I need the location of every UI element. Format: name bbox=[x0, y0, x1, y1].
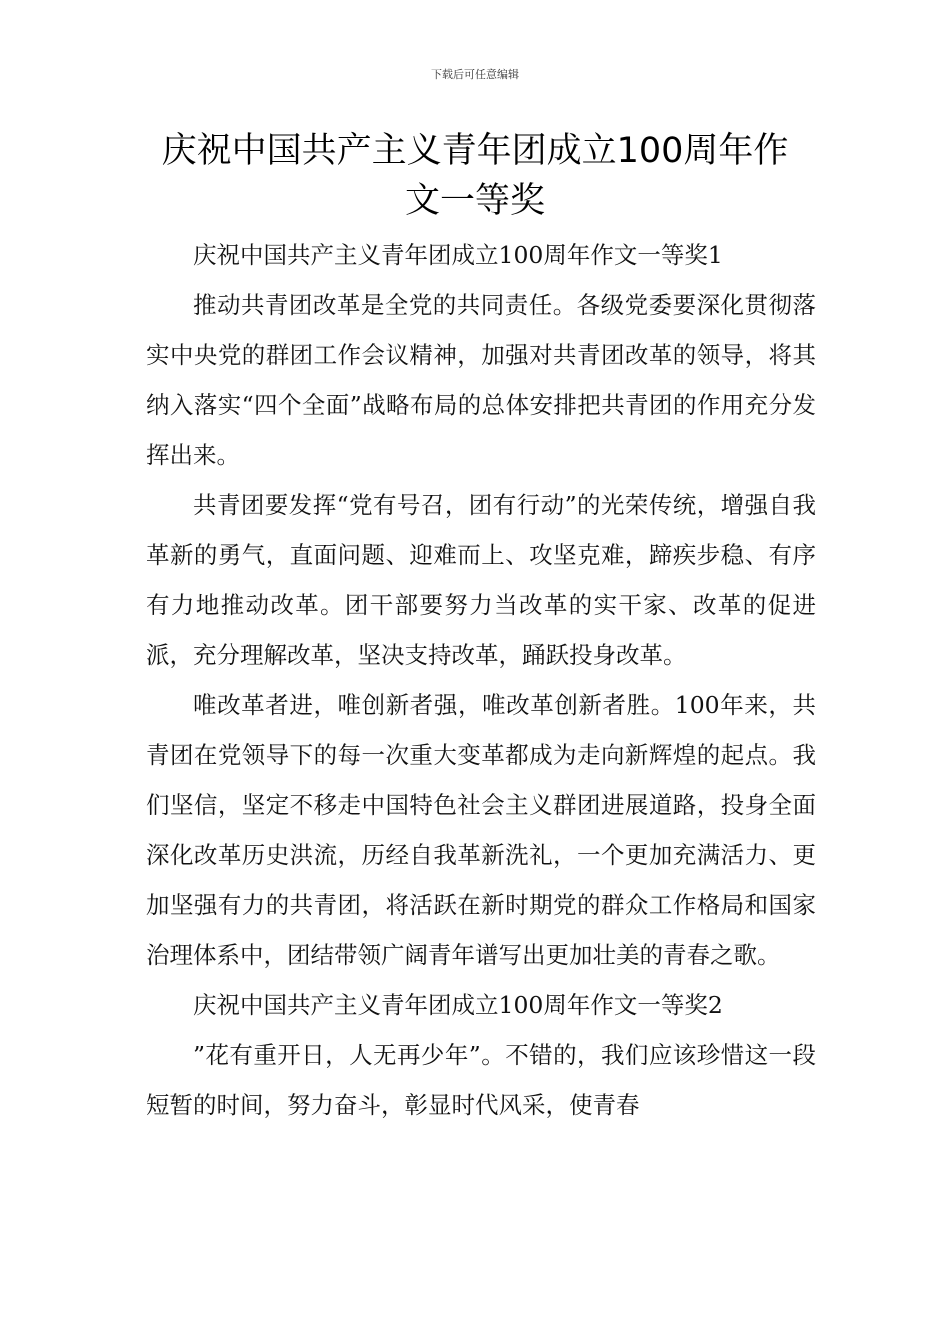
section-heading-1: 庆祝中国共产主义青年团成立100周年作文一等奖1 bbox=[193, 241, 723, 269]
paragraph: 唯改革者进，唯创新者强，唯改革创新者胜。100年来，共青团在党领导下的每一次重大变革都成为走向新辉煌的起点。我们坚信，坚定不移走中国特色社会主义群团进展道路，投身全面深化改革历史洪流，历经自我革新洗礼，一个更加充满活力、更加坚强有力的共青团，将活跃在新时期党的群众工作格局和国家治理体系中，团结带领广阔青年谱写出更加壮美的青春之歌。 bbox=[146, 691, 816, 969]
paragraph: ”花有重开日，人无再少年”。不错的，我们应该珍惜这一段短暂的时间，努力奋斗，彰显时代风采，使青春 bbox=[146, 1041, 816, 1119]
section-heading-2: 庆祝中国共产主义青年团成立100周年作文一等奖2 bbox=[193, 991, 723, 1019]
document-title bbox=[120, 126, 830, 226]
paragraph: 共青团要发挥“党有号召，团有行动”的光荣传统，增强自我革新的勇气，直面问题、迎难而上、攻坚克难，蹄疾步稳、有序有力地推动改革。团干部要努力当改革的实干家、改革的促进派，充分理解改革，坚决支持改革，踊跃投身改革。 bbox=[146, 491, 816, 669]
document-body bbox=[146, 230, 816, 1130]
header-note: 下载后可任意编辑 bbox=[431, 68, 519, 81]
paragraph: 推动共青团改革是全党的共同责任。各级党委要深化贯彻落实中央党的群团工作会议精神，加强对共青团改革的领导，将其纳入落实“四个全面”战略布局的总体安排把共青团的作用充分发挥出来。 bbox=[146, 291, 816, 469]
title-line-1: 庆祝中国共产主义青年团成立100周年作 bbox=[161, 131, 789, 171]
title-line-2: 文一等奖 bbox=[404, 181, 545, 221]
